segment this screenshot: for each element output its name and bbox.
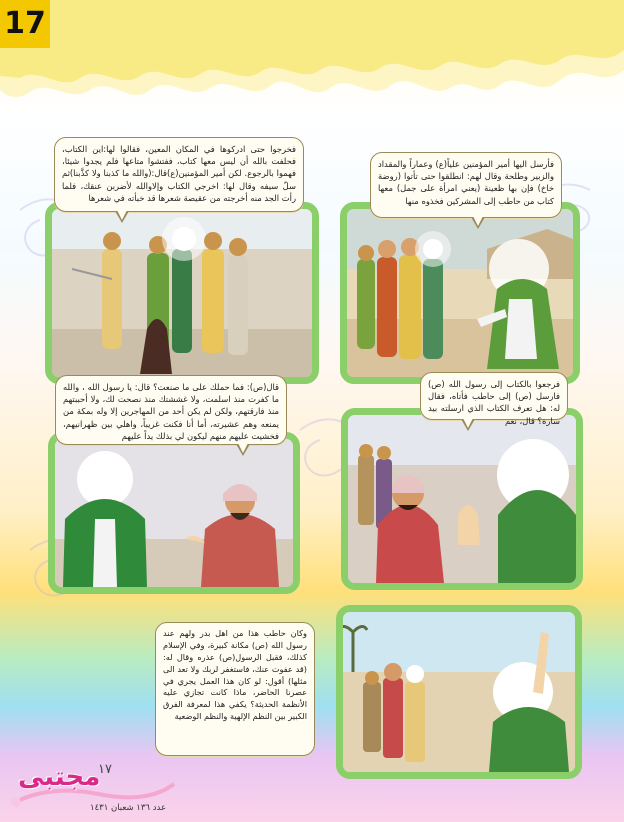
issue-info: عدد ١٣٦ شعبان ١٤٣١ bbox=[90, 803, 167, 813]
comic-panel-1 bbox=[340, 202, 580, 384]
panel-1-illustration bbox=[347, 209, 573, 377]
panel-3-illustration bbox=[348, 415, 576, 583]
comic-panel-5 bbox=[336, 605, 582, 779]
panel-4-illustration bbox=[55, 439, 293, 587]
caption-bubble-5 bbox=[155, 622, 315, 756]
caption-5-text: وكان حاطب هذا من اهل بدر ولهم عند رسول الله (ص) مكانة كبيرة، وفي الإسلام كذلك، فقبل الرسول(ص) عذره وقال له: (قد عفوت عنك، فاستغفر لربك ولا تعد الى مثلها) أقول: لو كان هذا العمل يجري في عصرنا الحاضر، ماذا كانت تجازي عليه الأنظمة الحديثة؟ يكفي هذا لمعرفة الفرق الكبير بين النظم الإلهية والنظم الوضعية bbox=[163, 628, 307, 722]
magazine-logo: مجتبى bbox=[18, 762, 101, 792]
top-wave-decoration bbox=[0, 0, 624, 140]
caption-bubble-3 bbox=[420, 372, 568, 426]
caption-1-text: فأرسل اليها أمير المؤمنين علياً(ع) وعماراً والمقداد والزبير وطلحة وقال لهم: انطلقوا حتى تأتوا (روضة خاخ) فإن بها ظعينة (يعني امرأة على جمل) معها كتاب من حاطب إلى المشركين فخذوه منها bbox=[378, 159, 554, 206]
panel-2-illustration bbox=[52, 209, 312, 377]
page-number-badge: 17 bbox=[0, 0, 50, 48]
caption-4-text: قال(ص): فما حملك على ما صنعت؟ قال: يا رسول الله ، والله ما كفرت منذ اسلمت، ولا غششتك منذ نصحت لك، ولا أحببتهم منذ فارقتهم، ولكن لم يكن أحد من المهاجرين إلا وله بمكة من يمنعه وهم عشيرته، أما أنا فكنت غريباً، واهلي بين ظهرانيهم، فخشيت عليهم منهم ليكون لي بذلك يداً عليهم bbox=[63, 382, 279, 441]
caption-2-text: فخرجوا حتى ادركوها في المكان المعين، فقالوا لها:اين الكتاب، فحلفت بالله أن ليس معها كتاب، ففتشوا متاعها فلم يجدوا شيئا، فهموا بالرجوع. لكن أمير المؤمنين(ع)قال:(والله ما كذبنا ولا كذَّبنا)ثم سلّ سيفه وقال لها: اخرجي الكتاب وإلاوالله لأضربن عنقك، فلما رأت الجد منه أخرجته من عقيصة شعرها قد خبأته في شعرها bbox=[62, 144, 296, 203]
comic-panel-3 bbox=[341, 408, 583, 590]
caption-bubble-1 bbox=[370, 152, 562, 218]
comic-panel-4 bbox=[48, 432, 300, 594]
comic-panel-2 bbox=[45, 202, 319, 384]
page-number-arabic: ١٧ bbox=[98, 762, 112, 777]
caption-bubble-4 bbox=[55, 375, 287, 445]
panel-5-illustration bbox=[343, 612, 575, 772]
caption-3-text: فرجعوا بالكتاب إلى رسول الله (ص) فارسل (ص) إلى حاطب فأتاه، فقال له: هل تعرف الكتاب الذي ارسلته بيد سارة؟ قال، نعم bbox=[428, 379, 560, 426]
caption-bubble-2 bbox=[54, 137, 304, 212]
